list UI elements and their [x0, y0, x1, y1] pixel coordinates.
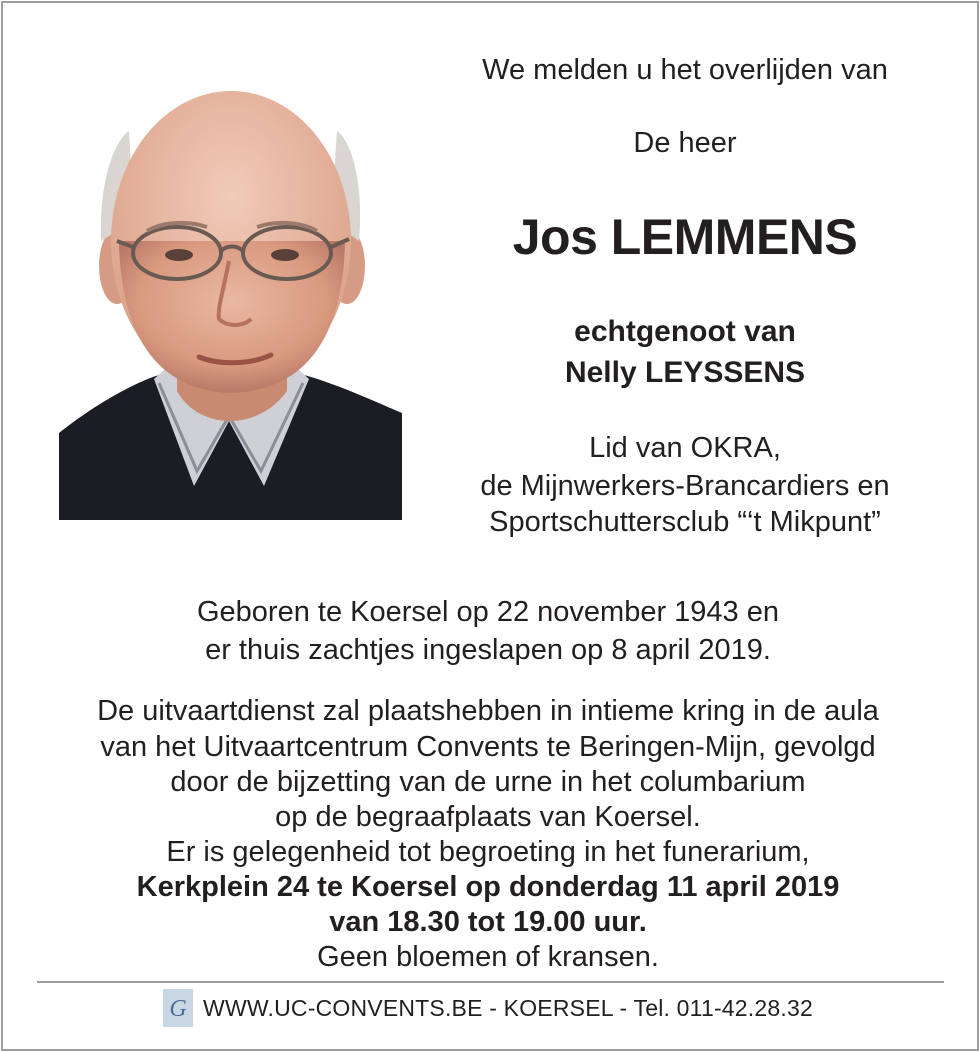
deceased-name: Jos LEMMENS — [512, 209, 858, 265]
footer-contact-text: WWW.UC-CONVENTS.BE - KOERSEL - Tel. 011-42.28.32 — [203, 994, 813, 1021]
intro-text: We melden u het overlijden van — [482, 54, 888, 86]
service-line: door de bijzetting van de urne in het columbarium — [170, 766, 806, 798]
visitation-line: van 18.30 tot 19.00 uur. — [329, 906, 647, 938]
membership-line: de Mijnwerkers-Brancardiers en — [480, 470, 890, 502]
no-flowers-text: Geen bloemen of kransen. — [317, 941, 659, 973]
service-line: Er is gelegenheid tot begroeting in het funerarium, — [166, 836, 810, 868]
service-line: op de begraafplaats van Koersel. — [275, 801, 701, 833]
service-line: De uitvaartdienst zal plaatshebben in intieme kring in de aula — [97, 695, 879, 727]
title-text: De heer — [633, 127, 737, 159]
birth-line: er thuis zachtjes ingeslapen op 8 april 2019. — [205, 634, 771, 666]
funeral-home-logo-icon — [163, 989, 193, 1027]
visitation-line: Kerkplein 24 te Koersel op donderdag 11 april 2019 — [136, 871, 840, 903]
birth-line: Geboren te Koersel op 22 november 1943 en — [196, 596, 779, 628]
portrait-photo — [59, 61, 402, 520]
membership-line: Sportschuttersclub “‘t Mikpunt” — [489, 506, 881, 538]
footer — [0, 988, 976, 1028]
service-line: van het Uitvaartcentrum Convents te Beringen-Mijn, gevolgd — [100, 731, 876, 763]
spouse-relation: echtgenoot van — [574, 315, 796, 348]
footer-divider — [37, 981, 944, 983]
svg-text:G: G — [169, 996, 187, 1022]
header-column — [420, 0, 950, 560]
spouse-name: Nelly LEYSSENS — [564, 356, 806, 389]
membership-line: Lid van OKRA, — [589, 432, 781, 464]
